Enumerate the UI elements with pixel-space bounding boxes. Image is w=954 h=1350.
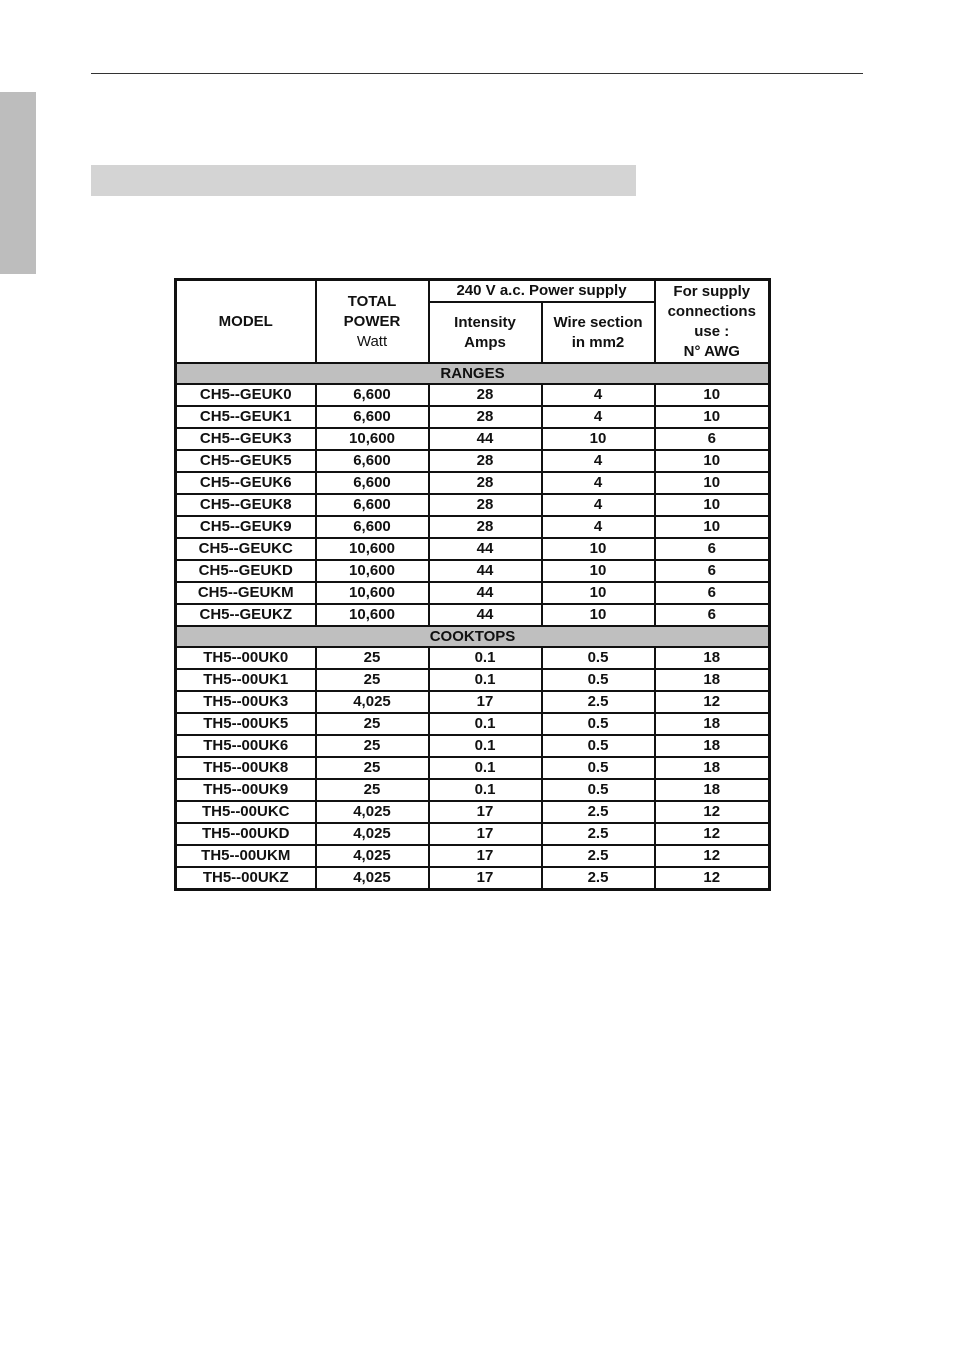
awg-cell: 12 (655, 867, 770, 890)
model-cell: CH5--GEUK8 (176, 494, 316, 516)
model-cell: CH5--GEUK0 (176, 384, 316, 406)
intensity-cell: 0.1 (429, 713, 542, 735)
total-power-cell: 6,600 (316, 494, 429, 516)
model-cell: CH5--GEUKD (176, 560, 316, 582)
wire-section-cell: 2.5 (542, 867, 655, 890)
total-power-cell: 25 (316, 735, 429, 757)
section-row-ranges (176, 363, 770, 384)
header-total-power-line-1: TOTAL (347, 292, 397, 310)
awg-cell: 18 (655, 779, 770, 801)
awg-cell: 18 (655, 713, 770, 735)
section-heading-bar (91, 165, 636, 196)
awg-cell: 10 (655, 516, 770, 538)
wire-section-cell: 10 (542, 560, 655, 582)
header-supply-line-2: connections (667, 302, 756, 320)
total-power-cell: 25 (316, 713, 429, 735)
intensity-cell: 17 (429, 845, 542, 867)
wire-section-cell: 0.5 (542, 647, 655, 669)
awg-cell: 10 (655, 406, 770, 428)
header-intensity (429, 302, 542, 363)
wire-section-cell: 0.5 (542, 669, 655, 691)
model-cell: CH5--GEUK3 (176, 428, 316, 450)
total-power-cell: 25 (316, 647, 429, 669)
model-cell: TH5--00UKC (176, 801, 316, 823)
intensity-cell: 0.1 (429, 669, 542, 691)
table-row (176, 845, 770, 867)
model-cell: TH5--00UK5 (176, 713, 316, 735)
table-row (176, 428, 770, 450)
table-row (176, 538, 770, 560)
header-supply-line-1: For supply (673, 282, 751, 300)
intensity-cell: 17 (429, 691, 542, 713)
model-cell: TH5--00UK8 (176, 757, 316, 779)
wire-section-cell: 10 (542, 604, 655, 626)
table-row (176, 713, 770, 735)
model-cell: TH5--00UKZ (176, 867, 316, 890)
awg-cell: 6 (655, 560, 770, 582)
model-cell: TH5--00UK3 (176, 691, 316, 713)
awg-cell: 18 (655, 669, 770, 691)
header-total-power-line-2: POWER (343, 312, 401, 330)
table-row (176, 604, 770, 626)
wire-section-cell: 2.5 (542, 691, 655, 713)
total-power-cell: 4,025 (316, 691, 429, 713)
intensity-cell: 44 (429, 428, 542, 450)
intensity-cell: 0.1 (429, 779, 542, 801)
awg-cell: 10 (655, 472, 770, 494)
wire-section-cell: 4 (542, 406, 655, 428)
power-supply-table (174, 278, 768, 891)
header-supply-connections (655, 280, 770, 364)
intensity-cell: 28 (429, 450, 542, 472)
total-power-cell: 6,600 (316, 516, 429, 538)
table-row (176, 560, 770, 582)
intensity-cell: 28 (429, 406, 542, 428)
table-row (176, 757, 770, 779)
total-power-cell: 25 (316, 669, 429, 691)
intensity-cell: 17 (429, 823, 542, 845)
intensity-cell: 0.1 (429, 757, 542, 779)
header-model: MODEL (176, 280, 316, 364)
side-tab (0, 92, 36, 274)
wire-section-cell: 2.5 (542, 845, 655, 867)
wire-section-cell: 10 (542, 538, 655, 560)
model-cell: TH5--00UK0 (176, 647, 316, 669)
table-row (176, 779, 770, 801)
wire-section-cell: 4 (542, 450, 655, 472)
section-title: RANGES (176, 363, 770, 384)
intensity-cell: 28 (429, 472, 542, 494)
header-wire-section (542, 302, 655, 363)
model-cell: CH5--GEUK9 (176, 516, 316, 538)
awg-cell: 10 (655, 384, 770, 406)
awg-cell: 6 (655, 582, 770, 604)
table-row (176, 582, 770, 604)
total-power-cell: 10,600 (316, 560, 429, 582)
intensity-cell: 44 (429, 582, 542, 604)
table-row (176, 472, 770, 494)
wire-section-cell: 0.5 (542, 713, 655, 735)
intensity-cell: 17 (429, 867, 542, 890)
awg-cell: 18 (655, 647, 770, 669)
model-cell: CH5--GEUK6 (176, 472, 316, 494)
header-supply-line-4: N° AWG (683, 342, 740, 360)
intensity-cell: 17 (429, 801, 542, 823)
total-power-cell: 10,600 (316, 538, 429, 560)
header-supply-line-3: use : (694, 322, 730, 340)
top-rule (91, 73, 863, 74)
intensity-cell: 0.1 (429, 647, 542, 669)
table-row (176, 691, 770, 713)
header-wire-line-1: Wire section (553, 313, 643, 331)
wire-section-cell: 2.5 (542, 801, 655, 823)
header-wire-line-2: in mm2 (571, 333, 625, 351)
model-cell: TH5--00UK9 (176, 779, 316, 801)
wire-section-cell: 0.5 (542, 735, 655, 757)
table-row (176, 516, 770, 538)
table-row (176, 647, 770, 669)
awg-cell: 6 (655, 538, 770, 560)
header-total-power-line-3: Watt (356, 332, 388, 350)
awg-cell: 18 (655, 735, 770, 757)
table-row (176, 735, 770, 757)
wire-section-cell: 2.5 (542, 823, 655, 845)
wire-section-cell: 10 (542, 428, 655, 450)
wire-section-cell: 4 (542, 384, 655, 406)
table-row (176, 867, 770, 890)
total-power-cell: 4,025 (316, 845, 429, 867)
wire-section-cell: 0.5 (542, 757, 655, 779)
wire-section-cell: 4 (542, 516, 655, 538)
intensity-cell: 28 (429, 494, 542, 516)
awg-cell: 12 (655, 823, 770, 845)
total-power-cell: 10,600 (316, 428, 429, 450)
table-row (176, 669, 770, 691)
model-cell: CH5--GEUKM (176, 582, 316, 604)
model-cell: TH5--00UK1 (176, 669, 316, 691)
header-intensity-line-2: Amps (464, 333, 506, 351)
total-power-cell: 25 (316, 757, 429, 779)
awg-cell: 10 (655, 450, 770, 472)
total-power-cell: 6,600 (316, 450, 429, 472)
wire-section-cell: 4 (542, 472, 655, 494)
wire-section-cell: 10 (542, 582, 655, 604)
model-cell: CH5--GEUKC (176, 538, 316, 560)
awg-cell: 12 (655, 691, 770, 713)
total-power-cell: 25 (316, 779, 429, 801)
table-row (176, 823, 770, 845)
intensity-cell: 0.1 (429, 735, 542, 757)
intensity-cell: 28 (429, 384, 542, 406)
awg-cell: 6 (655, 604, 770, 626)
awg-cell: 10 (655, 494, 770, 516)
header-intensity-line-1: Intensity (454, 313, 516, 331)
header-power-supply: 240 V a.c. Power supply (429, 280, 655, 303)
intensity-cell: 28 (429, 516, 542, 538)
model-cell: CH5--GEUKZ (176, 604, 316, 626)
model-cell: TH5--00UKM (176, 845, 316, 867)
awg-cell: 18 (655, 757, 770, 779)
table-row (176, 406, 770, 428)
intensity-cell: 44 (429, 538, 542, 560)
model-cell: TH5--00UK6 (176, 735, 316, 757)
wire-section-cell: 0.5 (542, 779, 655, 801)
intensity-cell: 44 (429, 560, 542, 582)
model-cell: CH5--GEUK1 (176, 406, 316, 428)
awg-cell: 12 (655, 801, 770, 823)
table-row (176, 384, 770, 406)
total-power-cell: 6,600 (316, 384, 429, 406)
total-power-cell: 4,025 (316, 801, 429, 823)
model-cell: TH5--00UKD (176, 823, 316, 845)
total-power-cell: 4,025 (316, 867, 429, 890)
intensity-cell: 44 (429, 604, 542, 626)
total-power-cell: 10,600 (316, 604, 429, 626)
table-row (176, 450, 770, 472)
section-title: COOKTOPS (176, 626, 770, 647)
section-row-cooktops (176, 626, 770, 647)
header-total-power (316, 280, 429, 364)
awg-cell: 12 (655, 845, 770, 867)
total-power-cell: 6,600 (316, 472, 429, 494)
model-cell: CH5--GEUK5 (176, 450, 316, 472)
table-row (176, 494, 770, 516)
table-body (176, 363, 770, 890)
total-power-cell: 10,600 (316, 582, 429, 604)
table-row (176, 801, 770, 823)
awg-cell: 6 (655, 428, 770, 450)
total-power-cell: 6,600 (316, 406, 429, 428)
wire-section-cell: 4 (542, 494, 655, 516)
total-power-cell: 4,025 (316, 823, 429, 845)
